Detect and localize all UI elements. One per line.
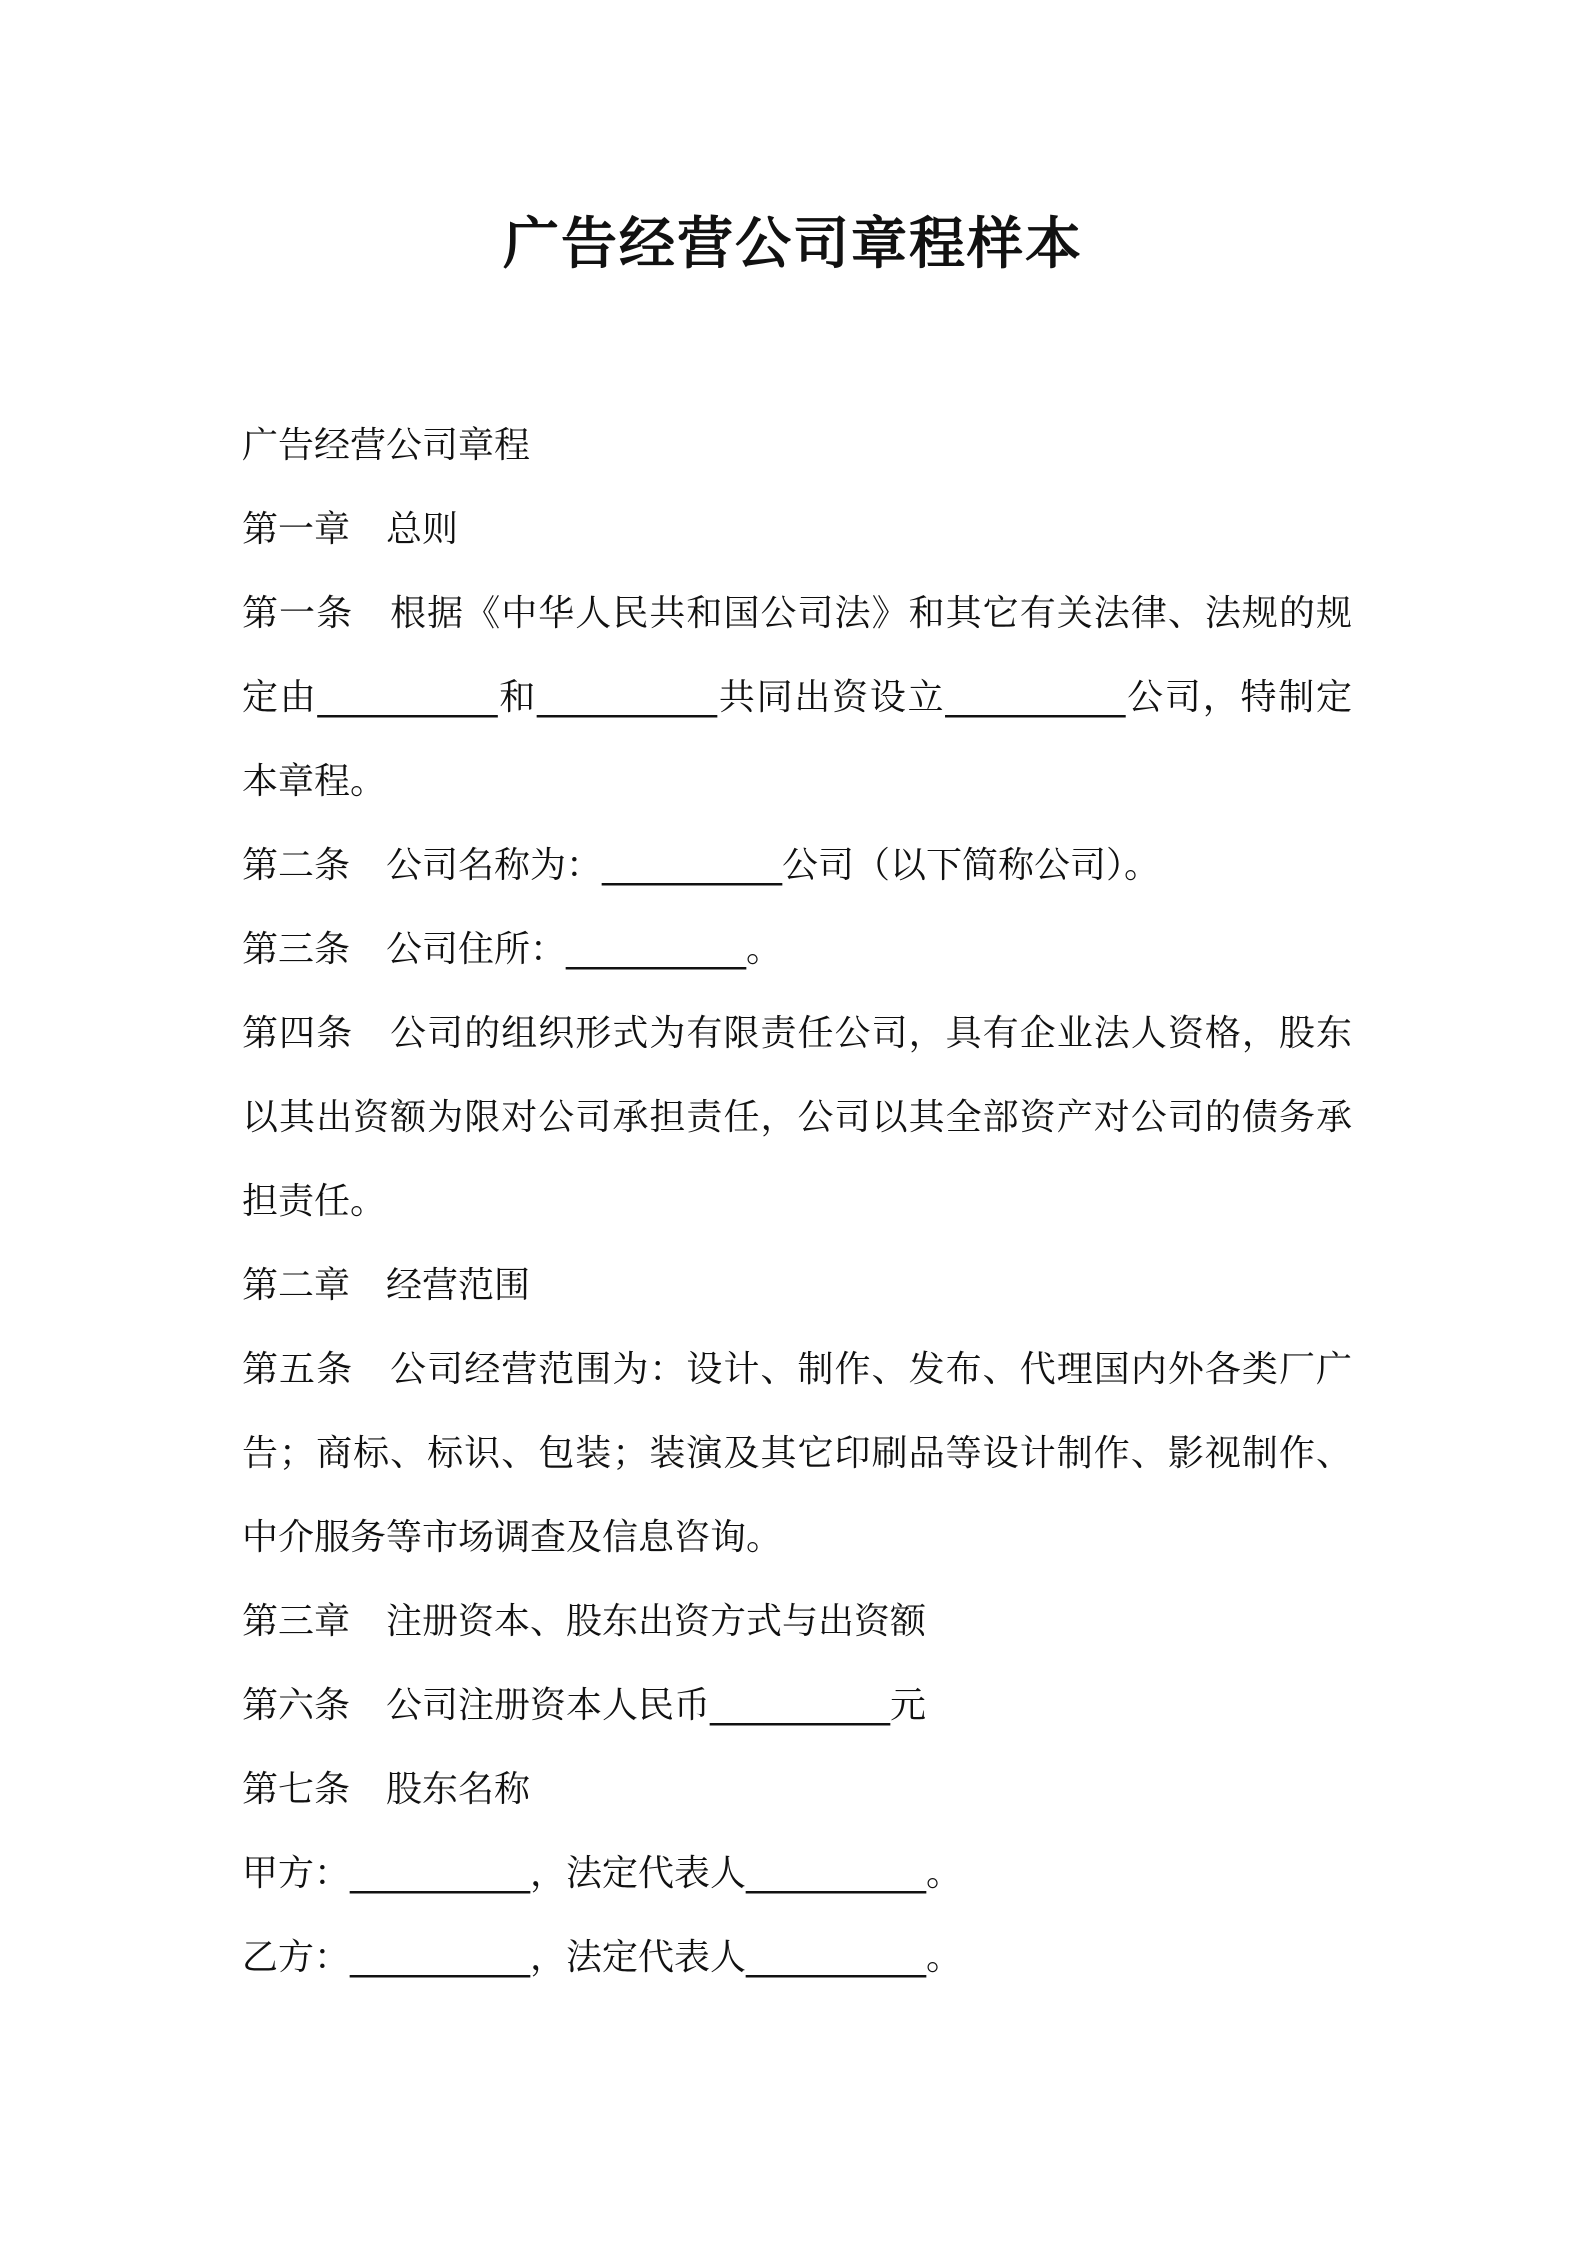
article-1: 第一条 根据《中华人民共和国公司法》和其它有关法律、法规的规定由__________和__________共同出资设立__________公司，特制定本章程。	[242, 593, 1352, 802]
article-4: 第四条 公司的组织形式为有限责任公司，具有企业法人资格，股东以其出资额为限对公司承担责任，公司以其全部资产对公司的债务承担责任。	[242, 1013, 1352, 1222]
chapter-1-heading: 第一章 总则	[242, 509, 459, 550]
article-5: 第五条 公司经营范围为：设计、制作、发布、代理国内外各类厂广告；商标、标识、包装；装演及其它印刷品等设计制作、影视制作、中介服务等市场调查及信息咨询。	[242, 1349, 1352, 1558]
chapter-2-heading: 第二章 经营范围	[242, 1265, 531, 1306]
article-6: 第六条 公司注册资本人民币__________元	[242, 1685, 927, 1726]
party-a-line: 甲方：__________，法定代表人__________。	[242, 1853, 963, 1894]
document-subtitle: 广告经营公司章程	[242, 425, 531, 466]
article-2: 第二条 公司名称为：__________公司（以下简称公司）。	[242, 845, 1161, 886]
document-title: 广告经营公司章程样本	[503, 212, 1083, 277]
document-body	[242, 404, 1352, 2000]
chapter-3-heading: 第三章 注册资本、股东出资方式与出资额	[242, 1601, 927, 1642]
party-b-line: 乙方：__________，法定代表人__________。	[242, 1937, 963, 1978]
article-7: 第七条 股东名称	[242, 1769, 531, 1810]
article-3: 第三条 公司住所：__________。	[242, 929, 783, 970]
